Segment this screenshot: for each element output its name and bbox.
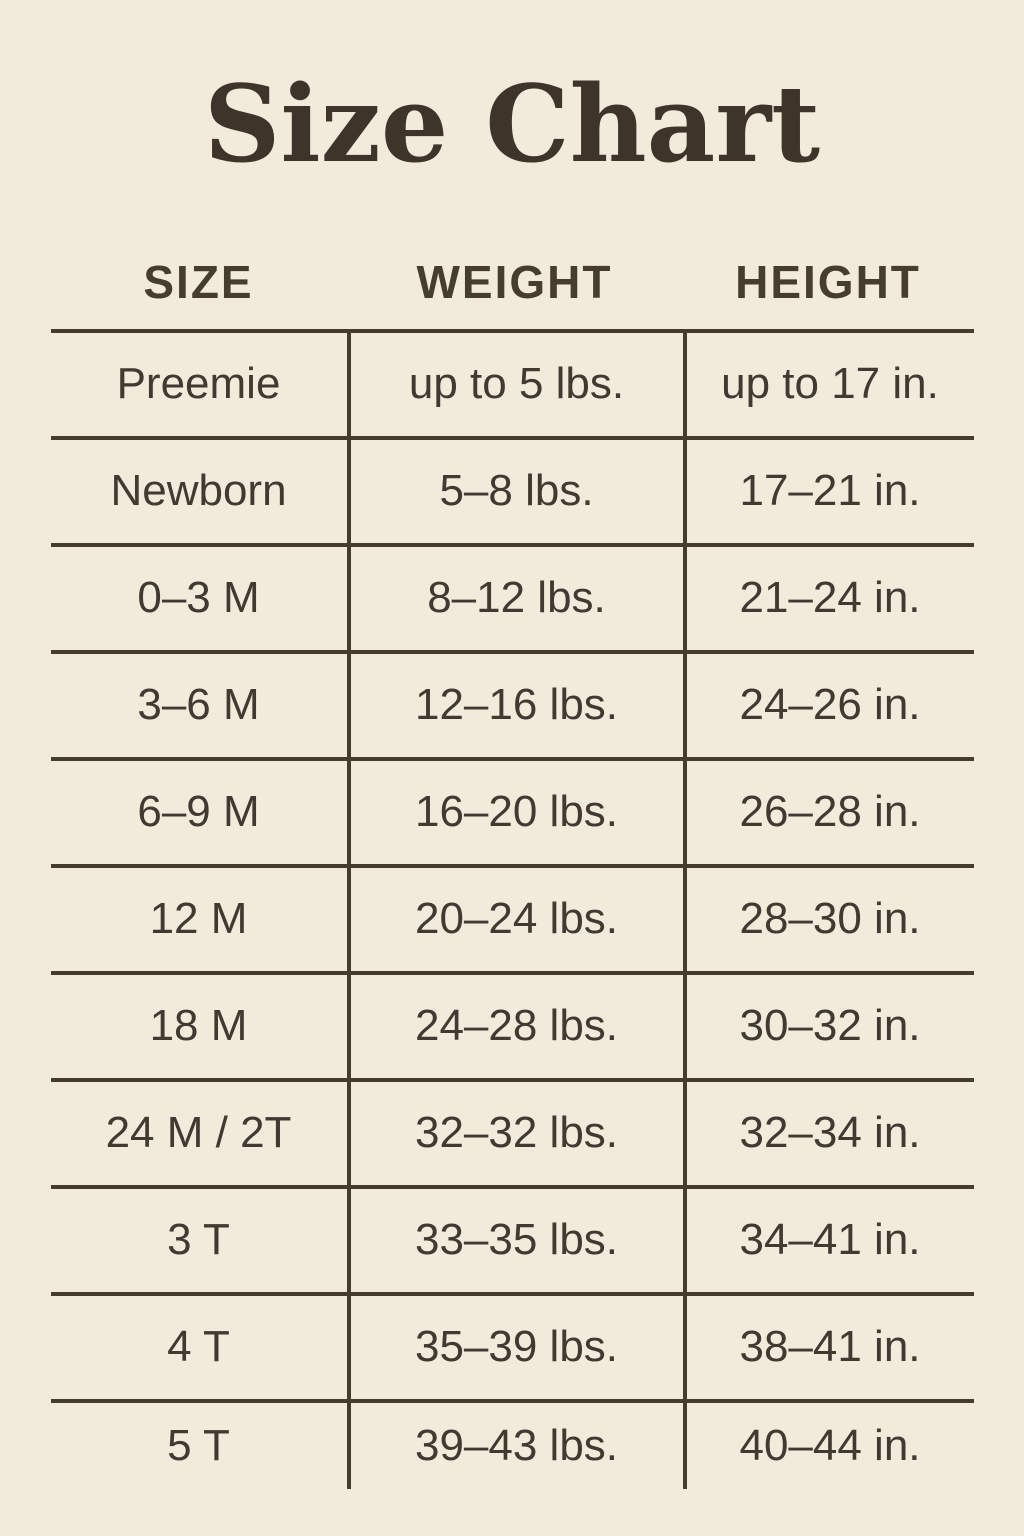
weight-cell: 16–20 lbs. (347, 761, 683, 864)
table-row (51, 1403, 974, 1489)
size-cell: Newborn (110, 466, 287, 515)
height-cell: 34–41 in. (683, 1189, 974, 1292)
height-cell: 38–41 in. (683, 1296, 974, 1399)
size-cell: 24 M / 2T (105, 1108, 292, 1157)
weight-cell: 32–32 lbs. (347, 1082, 683, 1185)
size-cell: Preemie (116, 359, 281, 408)
size-cell: 3 T (167, 1215, 230, 1264)
table-row (51, 1082, 974, 1189)
table-row (51, 761, 974, 868)
height-cell: 21–24 in. (683, 547, 974, 650)
height-cell: up to 17 in. (683, 333, 974, 436)
height-cell: 17–21 in. (683, 440, 974, 543)
weight-cell: 35–39 lbs. (347, 1296, 683, 1399)
weight-cell: 24–28 lbs. (347, 975, 683, 1078)
size-cell: 4 T (167, 1322, 230, 1371)
size-table (51, 235, 974, 1489)
table-row (51, 440, 974, 547)
size-cell: 18 M (149, 1001, 248, 1050)
weight-cell: 8–12 lbs. (347, 547, 683, 650)
size-cell: 0–3 M (137, 573, 260, 622)
column-header-height: HEIGHT (735, 255, 921, 308)
size-cell: 12 M (149, 894, 248, 943)
weight-cell: 33–35 lbs. (347, 1189, 683, 1292)
table-row (51, 547, 974, 654)
table-row (51, 1296, 974, 1403)
height-cell: 32–34 in. (683, 1082, 974, 1185)
weight-cell: 39–43 lbs. (347, 1403, 683, 1489)
size-cell: 5 T (167, 1420, 230, 1470)
weight-cell: up to 5 lbs. (347, 333, 683, 436)
table-row (51, 1189, 974, 1296)
height-cell: 40–44 in. (683, 1403, 974, 1489)
weight-cell: 5–8 lbs. (347, 440, 683, 543)
column-header-weight: WEIGHT (416, 255, 613, 308)
table-row (51, 975, 974, 1082)
weight-cell: 12–16 lbs. (347, 654, 683, 757)
table-row (51, 868, 974, 975)
page-title: Size Chart (203, 61, 821, 186)
height-cell: 28–30 in. (683, 868, 974, 971)
column-header-size: SIZE (143, 255, 254, 308)
table-row (51, 333, 974, 440)
height-cell: 26–28 in. (683, 761, 974, 864)
table-header-row (51, 235, 974, 333)
weight-cell: 20–24 lbs. (347, 868, 683, 971)
size-cell: 3–6 M (137, 680, 260, 729)
height-cell: 30–32 in. (683, 975, 974, 1078)
height-cell: 24–26 in. (683, 654, 974, 757)
size-cell: 6–9 M (137, 787, 260, 836)
table-row (51, 654, 974, 761)
